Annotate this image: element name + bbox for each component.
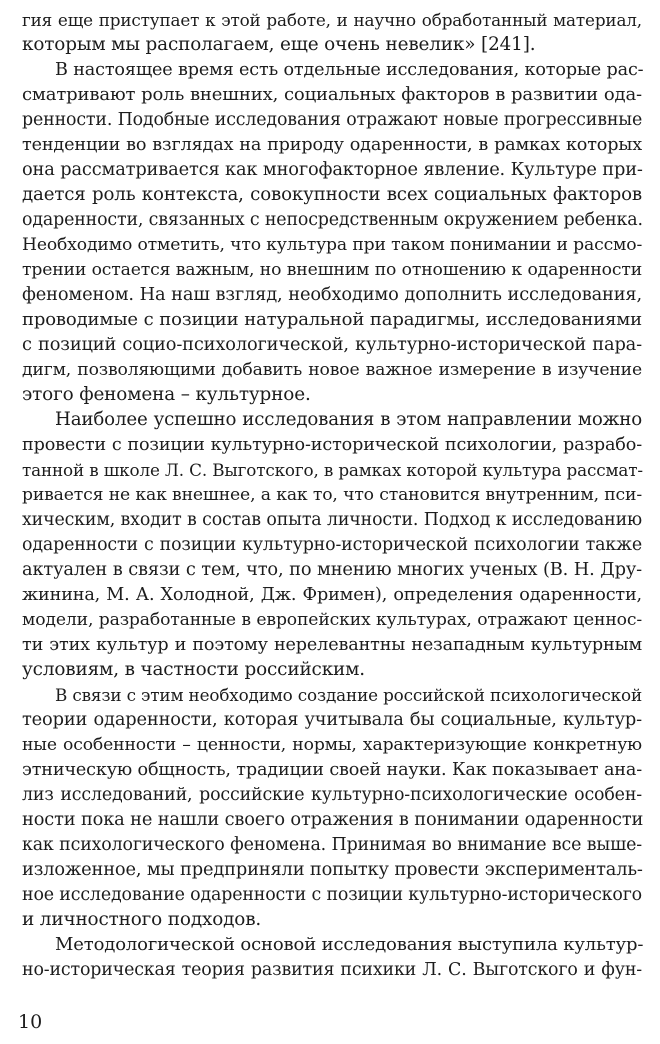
page-number: 10 xyxy=(18,1011,43,1033)
text-line: теории одаренности, которая учитывала бы социальные, культур- xyxy=(22,709,642,730)
text-line: ривается не как внешнее, а как то, что становится внутренним, пси- xyxy=(22,485,642,505)
text-line: дается роль контекста, совокупности всех социальных факторов xyxy=(22,184,642,205)
text-line: тенденции во взглядах на природу одаренности, в рамках которых xyxy=(22,135,642,155)
text-line: гия еще приступает к этой работе, и научно обработанный материал, xyxy=(22,10,642,30)
text-line: но-историческая теория развития психики Л. С. Выготского и фун- xyxy=(22,960,642,980)
paragraph-first-line: В настоящее время есть отдельные исследования, которые рас- xyxy=(55,60,644,80)
text-line: этого феномена – культурное. xyxy=(22,384,311,405)
text-line: лиз исследований, российские культурно-психологические особен- xyxy=(22,785,642,805)
paragraph-first-line: Наиболее успешно исследования в этом направлении можно xyxy=(55,409,642,430)
text-line: как психологического феномена. Принимая во внимание все выше- xyxy=(22,835,642,855)
text-line: модели, разработанные в европейских культурах, отражают ценнос- xyxy=(22,610,642,630)
text-line: актуален в связи с тем, что, по мнению многих ученых (В. Н. Дру- xyxy=(22,559,642,580)
paragraph-first-line: В связи с этим необходимо создание российской психологической xyxy=(55,685,642,705)
text-line: феноменом. На наш взгляд, необходимо дополнить исследования, xyxy=(22,284,642,305)
text-line: с позиций социо-психологической, культурно-исторической пара- xyxy=(22,334,642,355)
text-line: ные особенности – ценности, нормы, характеризующие конкретную xyxy=(22,735,642,755)
text-line: ности пока не нашли своего отражения в понимании одаренности xyxy=(22,809,644,830)
text-line: ное исследование одаренности с позиции культурно-исторического xyxy=(22,885,642,905)
text-line: трении остается важным, но внешним по отношению к одаренности xyxy=(22,260,642,280)
text-line: она рассматривается как многофакторное явление. Культуре при- xyxy=(22,159,643,180)
text-line: проводимые с позиции натуральной парадигмы, исследованиями xyxy=(22,309,642,330)
text-line: одаренности, связанных с непосредственным окружением ребенка. xyxy=(22,210,643,230)
text-line: и личностного подходов. xyxy=(22,909,262,930)
text-line: условиям, в частности российским. xyxy=(22,659,365,680)
text-line: дигм, позволяющими добавить новое важное измерение в изучение xyxy=(22,360,642,380)
text-line: провести с позиции культурно-исторической психологии, разрабо- xyxy=(22,435,642,455)
text-line: сматривают роль внешних, социальных факторов в развитии ода- xyxy=(22,84,642,105)
text-line: жинина, М. А. Холодной, Дж. Фримен), определения одаренности, xyxy=(22,585,642,605)
text-line: изложенное, мы предприняли попытку провести эксперименталь- xyxy=(22,859,643,880)
text-line: ти этих культур и поэтому нерелевантны незападным культурным xyxy=(22,635,642,655)
text-line: этническую общность, традиции своей науки. Как показывает ана- xyxy=(22,760,642,780)
text-line: которым мы располагаем, еще очень невелик» [241]. xyxy=(22,34,536,55)
text-line: ренности. Подобные исследования отражают новые прогрессивные xyxy=(22,110,643,130)
paragraph-first-line: Методологической основой исследования выступила культур- xyxy=(55,934,644,955)
text-line: одаренности с позиции культурно-исторической психологии также xyxy=(22,535,642,555)
text-line: танной в школе Л. С. Выготского, в рамках которой культура рассмат- xyxy=(22,460,643,480)
text-line: хическим, входит в состав опыта личности. Подход к исследованию xyxy=(22,510,642,530)
text-line: Необходимо отметить, что культура при таком понимании и рассмо- xyxy=(22,235,643,255)
